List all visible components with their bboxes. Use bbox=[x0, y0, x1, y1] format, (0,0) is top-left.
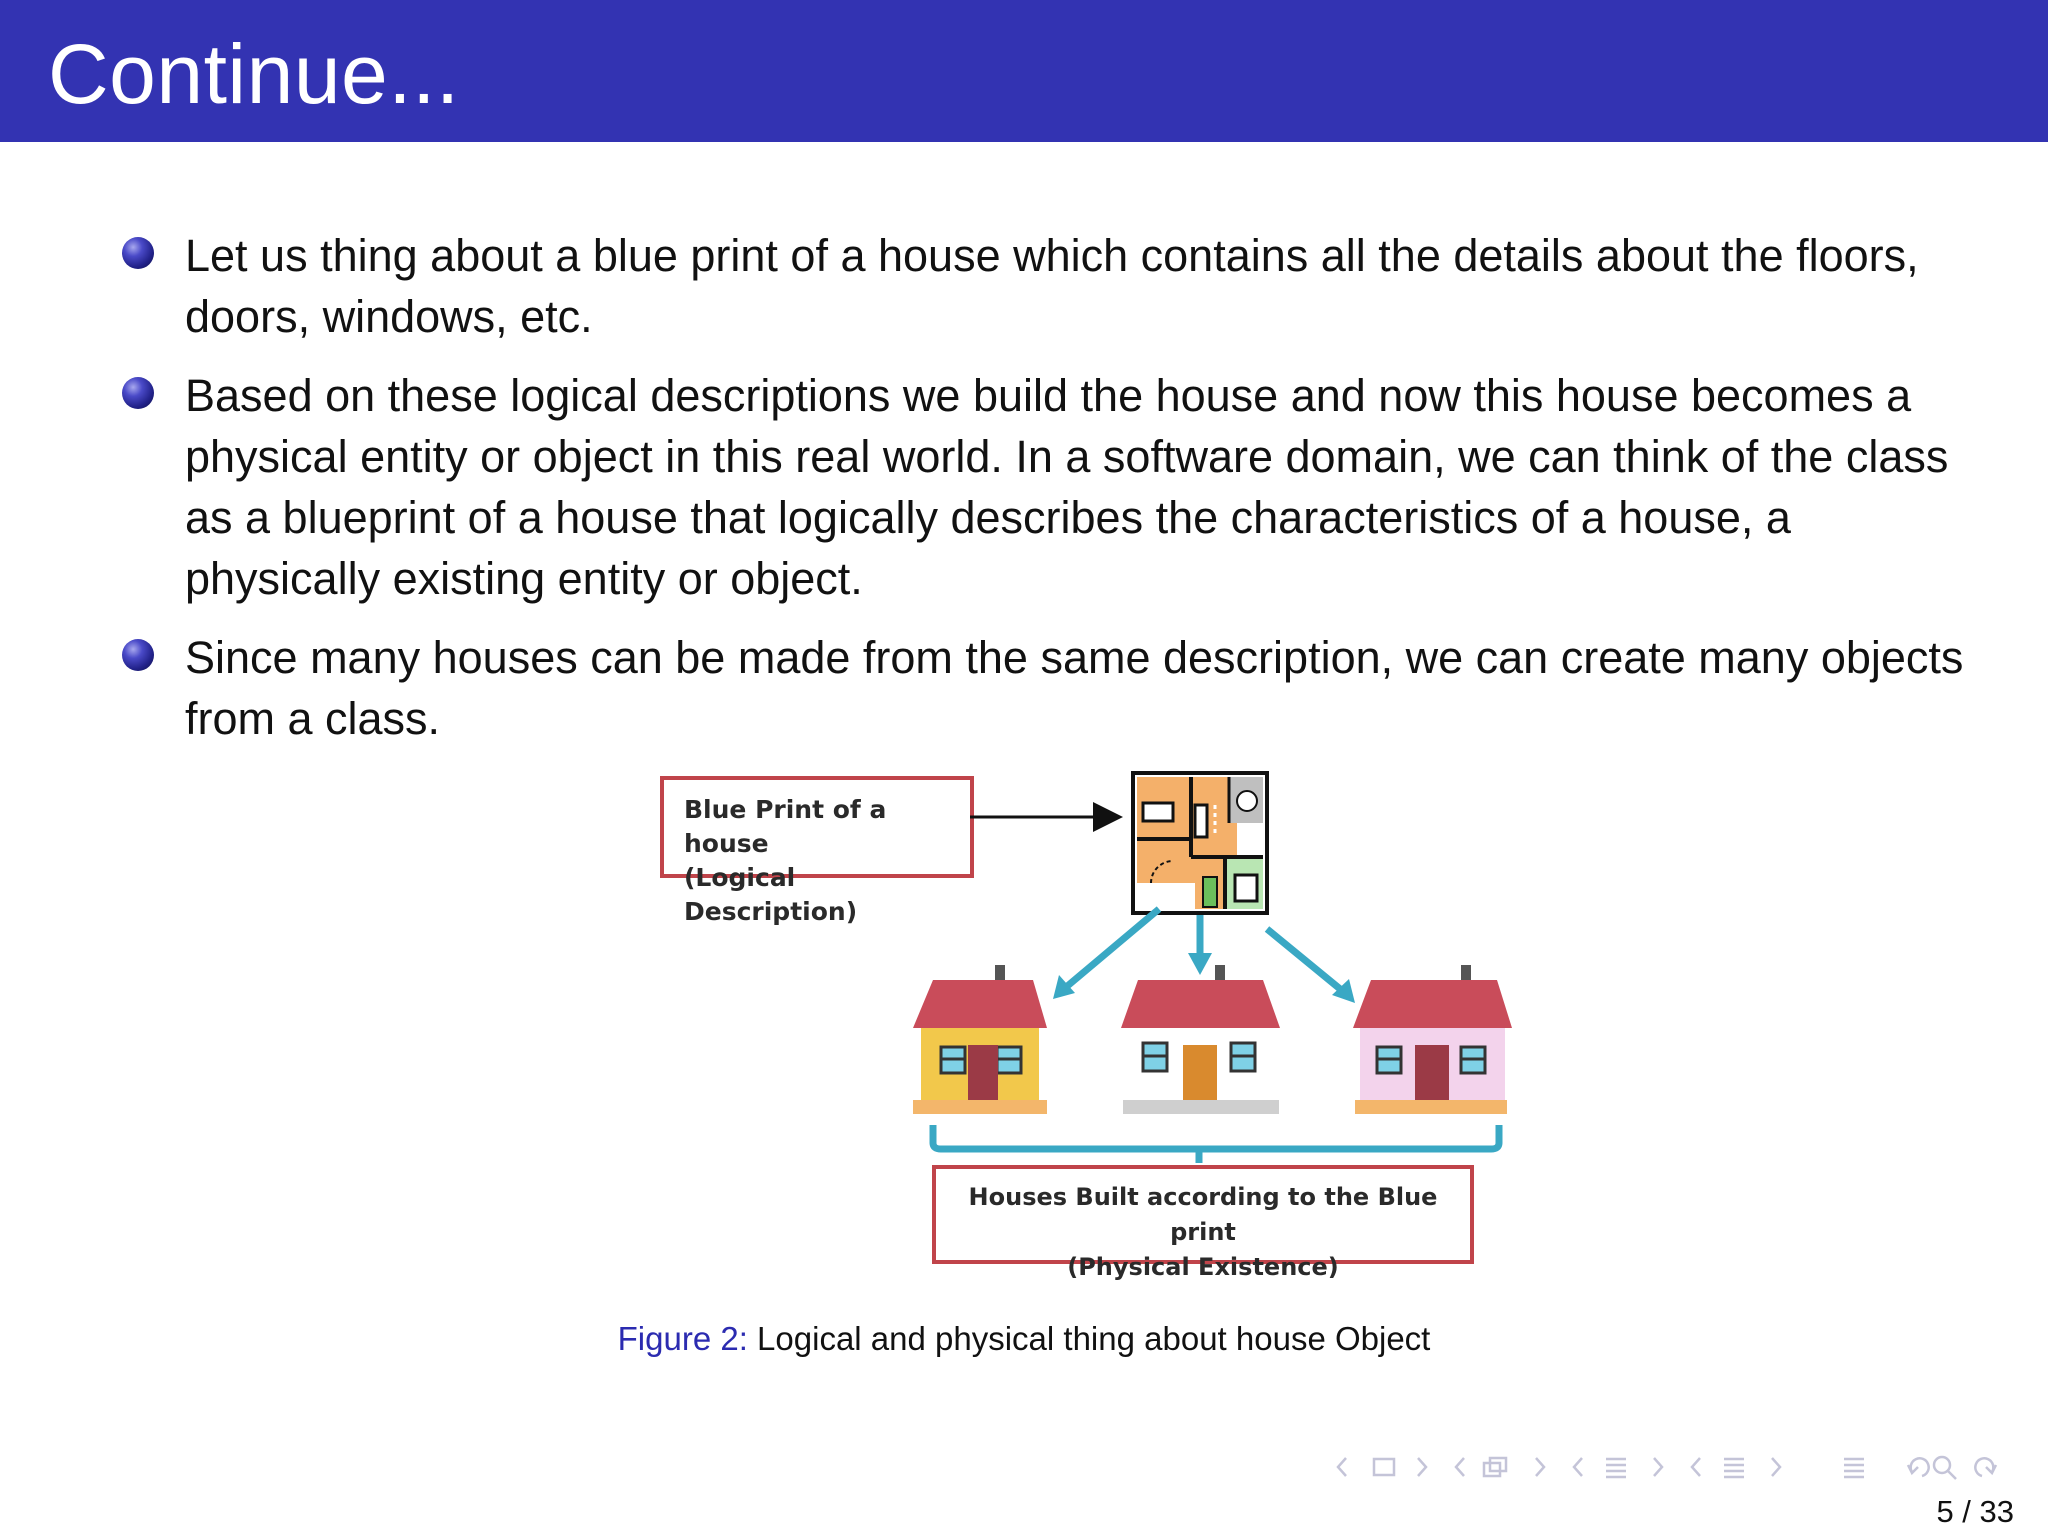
search-icon[interactable] bbox=[1934, 1457, 1956, 1479]
slide-title: Continue... bbox=[48, 27, 460, 121]
frame-icon[interactable] bbox=[1374, 1459, 1394, 1475]
houses-box-line2: (Physical Existence) bbox=[1067, 1253, 1339, 1281]
next-subsection-icon[interactable] bbox=[1536, 1458, 1544, 1476]
last-frame-icon[interactable] bbox=[1418, 1458, 1426, 1476]
prev-subsection-icon[interactable] bbox=[1456, 1458, 1464, 1476]
floor-plan-icon bbox=[1133, 773, 1267, 913]
bullet-ball-icon bbox=[122, 237, 154, 269]
section-icon[interactable] bbox=[1606, 1459, 1626, 1477]
prev-section-icon[interactable] bbox=[1574, 1458, 1582, 1476]
prev-section-icon[interactable] bbox=[1692, 1458, 1700, 1476]
blueprint-box-line2: (Logical Description) bbox=[684, 863, 858, 926]
bullet-text: Let us thing about a blue print of a house which contains all the details about the floors, doors, windows, etc. bbox=[185, 230, 1919, 342]
figure-caption-text: Logical and physical thing about house Object bbox=[757, 1320, 1431, 1357]
house-1-icon bbox=[913, 965, 1047, 1114]
blueprint-box-label bbox=[684, 793, 954, 929]
houses-bracket bbox=[933, 1125, 1499, 1163]
next-section-icon[interactable] bbox=[1772, 1458, 1780, 1476]
bullet-list bbox=[118, 225, 1998, 767]
house-diagram-figure bbox=[655, 765, 1515, 1281]
house-2-icon bbox=[1121, 965, 1280, 1114]
beamer-nav-bar bbox=[1332, 1452, 2022, 1482]
page-number: 5 / 33 bbox=[1936, 1494, 2014, 1529]
first-frame-icon[interactable] bbox=[1338, 1458, 1346, 1476]
bullet-ball-icon bbox=[122, 639, 154, 671]
bullet-text: Since many houses can be made from the same description, we can create many objects from a class. bbox=[185, 632, 1964, 744]
bullet-ball-icon bbox=[122, 377, 154, 409]
figure-caption-label: Figure 2: bbox=[617, 1320, 748, 1357]
title-bar bbox=[0, 0, 2048, 142]
forward-icon[interactable] bbox=[1975, 1458, 1996, 1476]
bullet-item bbox=[118, 627, 1998, 749]
back-icon[interactable] bbox=[1908, 1458, 1929, 1476]
houses-box-label bbox=[936, 1180, 1470, 1285]
bullet-item bbox=[118, 225, 1998, 347]
bullet-text: Based on these logical descriptions we build the house and now this house becomes a physical entity or object in this real world. In a software domain, we can think of the class as a blueprint of a house that logically describes the characteristics of a house, a physically existing entity or object. bbox=[185, 370, 1949, 604]
house-3-icon bbox=[1353, 965, 1512, 1114]
section-icon[interactable] bbox=[1724, 1459, 1744, 1477]
figure-caption bbox=[0, 1320, 2048, 1358]
blueprint-box-line1: Blue Print of a house bbox=[684, 795, 887, 858]
houses-box-line1: Houses Built according to the Blue print bbox=[968, 1183, 1438, 1246]
subsection-icon[interactable] bbox=[1484, 1458, 1506, 1476]
next-section-icon[interactable] bbox=[1654, 1458, 1662, 1476]
bullet-item bbox=[118, 365, 1998, 609]
align-icon[interactable] bbox=[1844, 1459, 1864, 1477]
